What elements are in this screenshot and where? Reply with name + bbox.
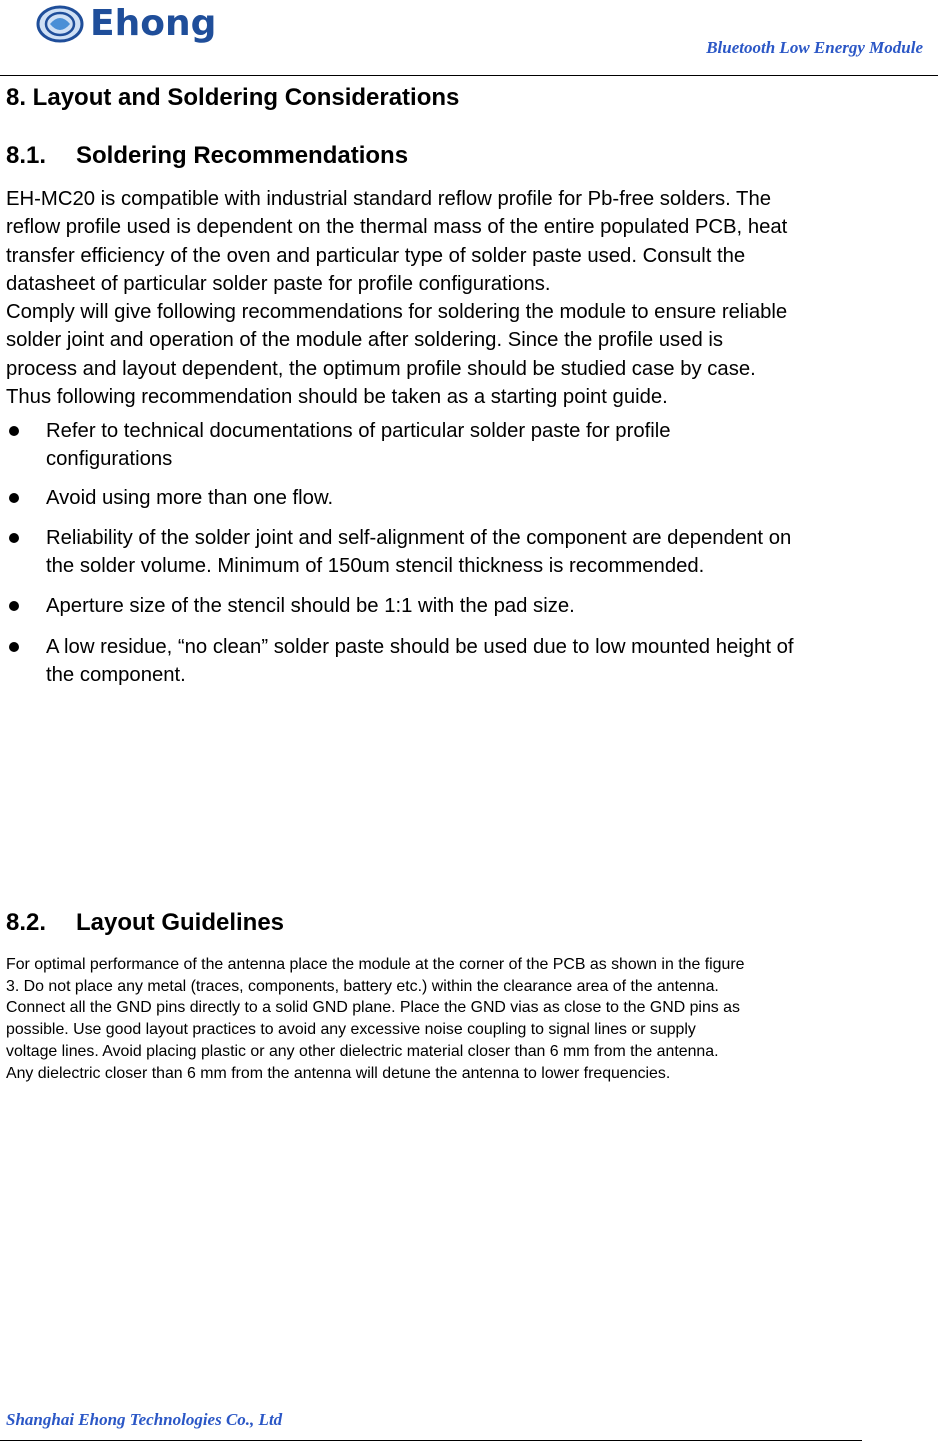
paragraph-line: transfer efficiency of the oven and particular type of solder paste used. Consult the xyxy=(6,244,746,267)
bullet-icon xyxy=(9,493,19,503)
bullet-line: Avoid using more than one flow. xyxy=(46,487,334,509)
header-divider xyxy=(0,75,938,76)
section-8-2-heading xyxy=(6,909,284,937)
company-logo xyxy=(36,2,216,46)
footer-company-name: Shanghai Ehong Technologies Co., Ltd xyxy=(6,1410,283,1429)
bullet-icon xyxy=(9,601,19,611)
section-8-1-title: Soldering Recommendations xyxy=(76,142,409,169)
paragraph-line: reflow profile used is dependent on the thermal mass of the entire populated PCB, heat xyxy=(6,216,788,239)
section-8-2-title: Layout Guidelines xyxy=(76,909,285,936)
paragraph-line: possible. Use good layout practices to avoid any excessive noise coupling to signal lines or supply xyxy=(6,1021,696,1039)
bullet-line: Aperture size of the stencil should be 1:1 with the pad size. xyxy=(46,595,575,617)
document-header-title: Bluetooth Low Energy Module xyxy=(706,38,923,57)
paragraph-line: Connect all the GND pins directly to a solid GND plane. Place the GND vias as close to the GND pins as xyxy=(6,999,740,1017)
paragraph-line: datasheet of particular solder paste for profile configurations. xyxy=(6,272,551,295)
bullet-line: configurations xyxy=(46,448,173,471)
bullet-line: the solder volume. Minimum of 150um stencil thickness is recommended. xyxy=(46,555,705,578)
section-8-1-number: 8.1. xyxy=(6,142,47,169)
section-8-2-number: 8.2. xyxy=(6,909,47,936)
bullet-line: Reliability of the solder joint and self-alignment of the component are dependent on xyxy=(46,527,792,549)
paragraph-line: Comply will give following recommendations for soldering the module to ensure reliable xyxy=(6,301,788,324)
paragraph-line: For optimal performance of the antenna place the module at the corner of the PCB as shown in the figure xyxy=(6,956,745,973)
footer-divider xyxy=(0,1440,862,1441)
section-8-heading: 8. Layout and Soldering Considerations xyxy=(6,84,460,111)
section-8-1-heading xyxy=(6,142,408,170)
paragraph-line: voltage lines. Avoid placing plastic or any other dielectric material closer than 6 mm from the antenna. xyxy=(6,1042,719,1060)
bullet-icon xyxy=(9,533,19,543)
paragraph-line: Thus following recommendation should be taken as a starting point guide. xyxy=(6,386,668,409)
bullet-line: the component. xyxy=(46,664,186,687)
paragraph-line: 3. Do not place any metal (traces, components, battery etc.) within the clearance area of the antenna. xyxy=(6,977,719,995)
bullet-line: A low residue, “no clean” solder paste should be used due to low mounted height of xyxy=(46,636,794,658)
paragraph-line: EH-MC20 is compatible with industrial standard reflow profile for Pb-free solders. The xyxy=(6,188,772,210)
layout-guidelines-paragraph xyxy=(6,954,945,1084)
logo-emblem-icon xyxy=(36,4,84,44)
soldering-paragraph xyxy=(6,185,941,411)
bullet-icon xyxy=(9,642,19,652)
paragraph-line: Any dielectric closer than 6 mm from the antenna will detune the antenna to lower frequencies. xyxy=(6,1064,671,1082)
logo-text: Ehong xyxy=(90,3,217,44)
paragraph-line: solder joint and operation of the module after soldering. Since the profile used is xyxy=(6,329,724,352)
bullet-icon xyxy=(9,426,19,436)
paragraph-line: process and layout dependent, the optimum profile should be studied case by case. xyxy=(6,357,756,380)
bullet-line: Refer to technical documentations of particular solder paste for profile xyxy=(46,420,671,442)
